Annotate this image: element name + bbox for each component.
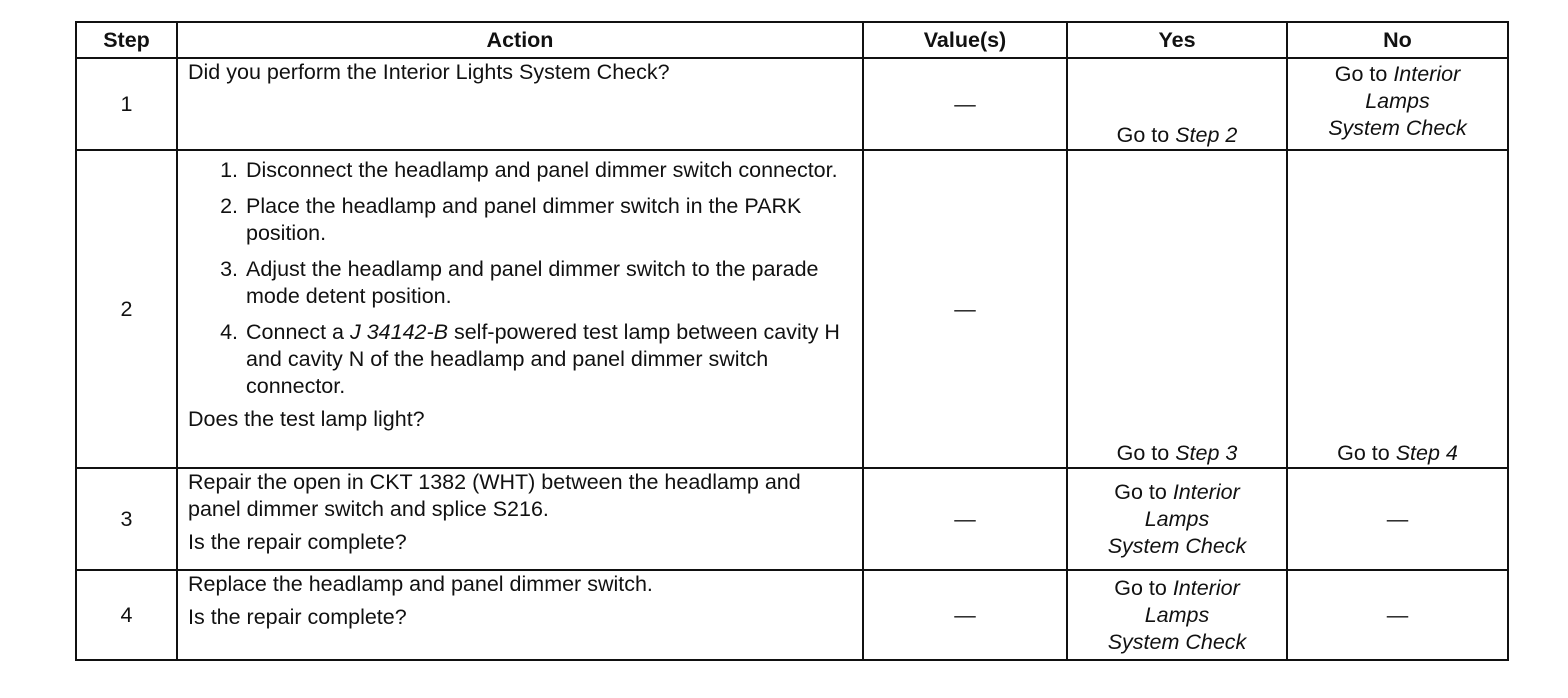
header-yes: Yes	[1067, 22, 1287, 58]
goto-target: System Check	[1107, 533, 1247, 558]
action-question: Is the repair complete?	[188, 530, 407, 554]
value-cell: —	[863, 468, 1067, 570]
yes-cell	[1067, 468, 1287, 570]
procedure-step: 3. Adjust the headlamp and panel dimmer switch to the parade mode detent position.	[244, 256, 852, 310]
procedure-step: 1. Disconnect the headlamp and panel dimmer switch connector.	[244, 157, 852, 184]
procedure-text: Connect a	[246, 320, 350, 344]
goto-target: Step 4	[1395, 441, 1458, 465]
no-cell	[1287, 150, 1508, 468]
no-cell: —	[1287, 570, 1508, 660]
goto-target: System Check	[1107, 629, 1247, 654]
goto-prefix: Go to	[1337, 441, 1396, 465]
goto-target: Step 2	[1175, 123, 1238, 147]
no-cell	[1287, 58, 1508, 150]
procedure-list	[188, 157, 852, 400]
tool-number: J 34142-B	[349, 320, 448, 344]
goto-prefix: Go to	[1114, 575, 1173, 600]
action-cell	[177, 570, 863, 660]
goto-prefix: Go to	[1334, 62, 1394, 86]
action-text: Did you perform the Interior Lights System Check?	[188, 60, 670, 84]
action-cell	[177, 150, 863, 468]
action-cell	[177, 468, 863, 570]
step-number: 2	[76, 150, 177, 468]
goto-target: Step 3	[1175, 441, 1238, 465]
header-step: Step	[76, 22, 177, 58]
goto-target: Interior	[1393, 62, 1461, 86]
table-row	[76, 58, 1508, 150]
goto-prefix: Go to	[1114, 479, 1173, 504]
header-values: Value(s)	[863, 22, 1067, 58]
step-number: 4	[76, 570, 177, 660]
no-cell: —	[1287, 468, 1508, 570]
goto-target: Lamps	[1144, 602, 1210, 627]
goto-target: System Check	[1328, 116, 1467, 140]
goto-target: Interior	[1172, 575, 1240, 600]
goto-target: Lamps	[1365, 89, 1430, 113]
procedure-text: self-powered test lamp between cavity H and cavity N of the headlamp and panel dimmer switch connector.	[246, 320, 840, 398]
yes-cell	[1067, 570, 1287, 660]
goto-prefix: Go to	[1116, 123, 1176, 147]
action-question: Is the repair complete?	[188, 605, 407, 629]
action-text: Repair the open in CKT 1382 (WHT) between the headlamp and panel dimmer switch and splice S216.	[188, 470, 801, 521]
procedure-step: 2. Place the headlamp and panel dimmer switch in the PARK position.	[244, 193, 852, 247]
header-no: No	[1287, 22, 1508, 58]
step-number: 3	[76, 468, 177, 570]
procedure-step	[244, 319, 852, 400]
yes-cell	[1067, 150, 1287, 468]
value-cell: —	[863, 150, 1067, 468]
step-number: 1	[76, 58, 177, 150]
yes-cell	[1067, 58, 1287, 150]
goto-target: Interior	[1172, 479, 1240, 504]
table-row	[76, 150, 1508, 468]
value-cell: —	[863, 58, 1067, 150]
header-row	[76, 22, 1508, 58]
table-row	[76, 468, 1508, 570]
action-cell	[177, 58, 863, 150]
table-row	[76, 570, 1508, 660]
goto-prefix: Go to	[1116, 441, 1176, 465]
action-question: Does the test lamp light?	[188, 407, 425, 431]
goto-target: Lamps	[1144, 506, 1210, 531]
action-text: Replace the headlamp and panel dimmer switch.	[188, 572, 653, 596]
diagnostic-table	[75, 21, 1509, 661]
header-action: Action	[177, 22, 863, 58]
value-cell: —	[863, 570, 1067, 660]
